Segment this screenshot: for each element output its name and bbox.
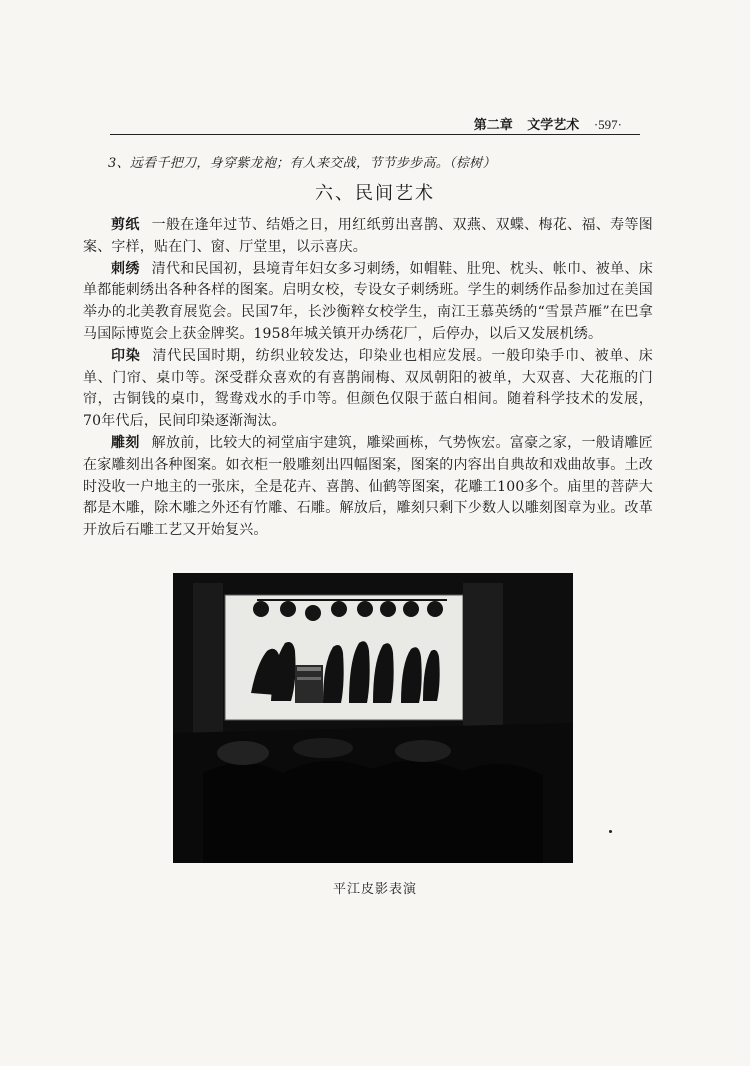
paragraph-carving bbox=[83, 433, 653, 542]
paragraph-text: 一般在逢年过节、结婚之日，用红纸剪出喜鹊、双燕、双蝶、梅花、福、寿等图案、字样，贴在门、窗、厅堂里，以示喜庆。 bbox=[83, 217, 653, 255]
paragraph-dyeing bbox=[83, 346, 653, 433]
paragraph-embroidery bbox=[83, 259, 653, 346]
photo-image bbox=[173, 573, 573, 863]
chapter-number: 第二章 bbox=[473, 118, 513, 133]
photo-caption: 平江皮影表演 bbox=[332, 882, 417, 897]
print-speck bbox=[609, 830, 612, 833]
shadow-puppet-photo bbox=[173, 573, 573, 863]
term-label: 印染 bbox=[111, 347, 141, 364]
paragraph-papercut bbox=[83, 215, 653, 259]
riddle-line: 3、远看千把刀，身穿紫龙袍；有人来交战，节节步步高。（棕树） bbox=[108, 156, 496, 171]
section-title: 六、民间艺术 bbox=[315, 183, 435, 204]
paragraph-text: 清代民国时期，纺织业较发达，印染业也相应发展。一般印染手巾、被单、床单、门帘、桌巾等。深受群众喜欢的有喜鹊闹梅、双凤朝阳的被单，大双喜、大花瓶的门帘，古铜钱的桌巾，鸳鸯戏水的手巾等。但颜色仅限于蓝白相间。随着科学技术的发展，70年代后，民间印染逐渐淘汰。 bbox=[83, 347, 653, 430]
running-header bbox=[110, 112, 640, 135]
paragraph-text: 清代和民国初，县境青年妇女多习刺绣，如帽鞋、肚兜、枕头、帐巾、被单、床单都能刺绣出各种各样的图案。启明女校，专设女子刺绣班。学生的刺绣作品参加过在美国举办的北美教育展览会。民国7年，长沙衡粹女校学生，南江王慕英绣的“雪景芦雁”在巴拿马国际博览会上获金牌奖。1958年城关镇开办绣花厂，后停办，以后又发展机绣。 bbox=[83, 260, 653, 342]
term-label: 剪纸 bbox=[111, 217, 140, 233]
header-text bbox=[464, 114, 622, 133]
page-number: ·597· bbox=[593, 117, 622, 132]
term-label: 雕刻 bbox=[111, 434, 140, 451]
body-text bbox=[83, 215, 653, 542]
chapter-title: 文学艺术 bbox=[527, 118, 580, 133]
term-label: 刺绣 bbox=[111, 260, 140, 277]
paragraph-text: 解放前，比较大的祠堂庙宇建筑，雕梁画栋，气势恢宏。富豪之家，一般请雕匠在家雕刻出各种图案。如衣柜一般雕刻出四幅图案，图案的内容出自典故和戏曲故事。土改时没收一户地主的一张床，全是花卉、喜鹊、仙鹤等图案，花雕工100多个。庙里的菩萨大都是木雕，除木雕之外还有竹雕、石雕。解放后，雕刻只剩下少数人以雕刻图章为业。改革开放后石雕工艺又开始复兴。 bbox=[83, 434, 653, 539]
